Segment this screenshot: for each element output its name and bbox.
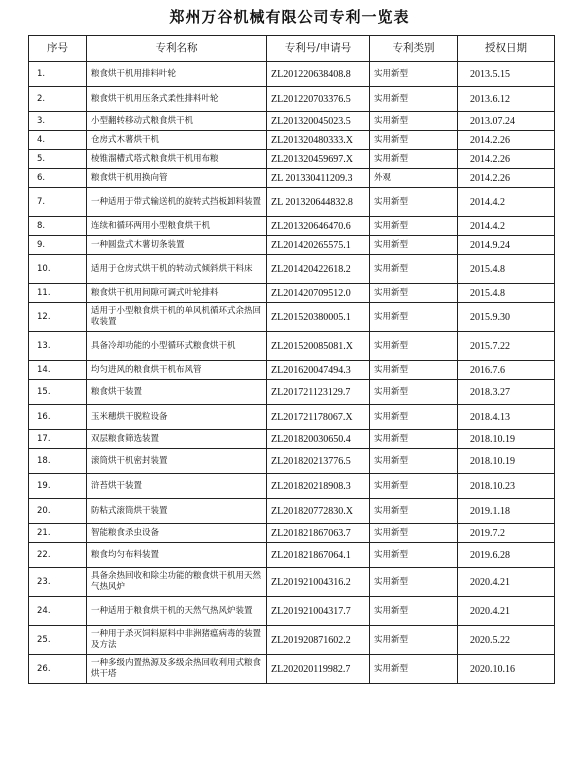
cell-no: 10. [29,255,87,284]
cell-name: 小型翻转移动式粮食烘干机 [87,112,267,131]
cell-number: ZL201520380005.1 [267,303,370,332]
cell-no: 15. [29,380,87,405]
cell-type: 实用新型 [370,655,458,684]
cell-name: 一种用于杀灭饲料原料中非洲猪瘟病毒的装置及方法 [87,626,267,655]
cell-type: 实用新型 [370,188,458,217]
cell-date: 2020.4.21 [458,568,555,597]
cell-no: 22. [29,543,87,568]
cell-number: ZL 201320644832.8 [267,188,370,217]
cell-name: 粮食均匀布料装置 [87,543,267,568]
cell-date: 2014.4.2 [458,217,555,236]
cell-no: 8. [29,217,87,236]
cell-no: 13. [29,332,87,361]
cell-type: 实用新型 [370,217,458,236]
cell-name: 仓房式木薯烘干机 [87,131,267,150]
cell-type: 实用新型 [370,112,458,131]
cell-number: ZL201921004316.2 [267,568,370,597]
document-title: 郑州万谷机械有限公司专利一览表 [169,8,410,26]
cell-no: 26. [29,655,87,684]
cell-name: 滚筒烘干机密封装置 [87,449,267,474]
table-row [29,499,555,524]
table-row [29,236,555,255]
cell-name: 一种多级内置热源及多级余热回收利用式粮食烘干塔 [87,655,267,684]
cell-no: 20. [29,499,87,524]
cell-date: 2015.4.8 [458,284,555,303]
cell-date: 2018.10.19 [458,449,555,474]
cell-number: ZL201821867064.1 [267,543,370,568]
cell-date: 2018.10.19 [458,430,555,449]
table-row [29,169,555,188]
cell-date: 2020.10.16 [458,655,555,684]
cell-date: 2013.07.24 [458,112,555,131]
cell-date: 2015.9.30 [458,303,555,332]
cell-number: ZL201920871602.2 [267,626,370,655]
table-row [29,255,555,284]
cell-type: 实用新型 [370,255,458,284]
table-row [29,449,555,474]
cell-type: 实用新型 [370,284,458,303]
header-name: 专利名称 [87,36,267,62]
cell-number: ZL201320480333.X [267,131,370,150]
cell-type: 实用新型 [370,62,458,87]
cell-name: 具备余热回收和除尘功能的粮食烘干机用天然气热风炉 [87,568,267,597]
cell-type: 实用新型 [370,499,458,524]
table-row [29,474,555,499]
cell-number: ZL201921004317.7 [267,597,370,626]
table-row [29,597,555,626]
cell-number: ZL201520085081.X [267,332,370,361]
cell-type: 实用新型 [370,131,458,150]
cell-date: 2014.4.2 [458,188,555,217]
cell-number: ZL 201330411209.3 [267,169,370,188]
cell-type: 实用新型 [370,87,458,112]
patent-table [28,35,555,684]
table-row [29,543,555,568]
cell-name: 一种适用于粮食烘干机的天然气热风炉装置 [87,597,267,626]
table-row [29,131,555,150]
header-type: 专利类别 [370,36,458,62]
table-row [29,524,555,543]
cell-no: 21. [29,524,87,543]
cell-no: 25. [29,626,87,655]
table-row [29,217,555,236]
cell-name: 粮食烘干机用换向管 [87,169,267,188]
cell-number: ZL201220638408.8 [267,62,370,87]
cell-name: 粮食烘干机用排料叶轮 [87,62,267,87]
cell-no: 6. [29,169,87,188]
cell-number: ZL201820213776.5 [267,449,370,474]
cell-number: ZL201320459697.X [267,150,370,169]
cell-no: 4. [29,131,87,150]
cell-no: 24. [29,597,87,626]
cell-number: ZL201721178067.X [267,405,370,430]
cell-date: 2018.4.13 [458,405,555,430]
cell-date: 2020.4.21 [458,597,555,626]
cell-name: 浒苔烘干装置 [87,474,267,499]
cell-type: 实用新型 [370,597,458,626]
cell-date: 2018.10.23 [458,474,555,499]
cell-type: 实用新型 [370,380,458,405]
cell-type: 实用新型 [370,449,458,474]
cell-name: 粮食烘干机用压条式柔性排料叶轮 [87,87,267,112]
cell-type: 实用新型 [370,474,458,499]
cell-number: ZL201820772830.X [267,499,370,524]
cell-number: ZL201320646470.6 [267,217,370,236]
cell-date: 2018.3.27 [458,380,555,405]
cell-no: 12. [29,303,87,332]
cell-date: 2016.7.6 [458,361,555,380]
header-date: 授权日期 [458,36,555,62]
header-no: 序号 [29,36,87,62]
cell-number: ZL202020119982.7 [267,655,370,684]
cell-no: 7. [29,188,87,217]
cell-no: 23. [29,568,87,597]
cell-date: 2013.6.12 [458,87,555,112]
cell-no: 14. [29,361,87,380]
table-row [29,361,555,380]
cell-no: 17. [29,430,87,449]
cell-date: 2014.2.26 [458,131,555,150]
cell-name: 粮食烘干装置 [87,380,267,405]
table-row [29,112,555,131]
cell-number: ZL201820030650.4 [267,430,370,449]
cell-name: 一种适用于带式输送机的旋转式挡板卸料装置 [87,188,267,217]
cell-date: 2013.5.15 [458,62,555,87]
table-row [29,188,555,217]
cell-date: 2014.2.26 [458,169,555,188]
cell-no: 18. [29,449,87,474]
cell-name: 智能粮食杀虫设备 [87,524,267,543]
table-header-row [29,36,555,62]
cell-number: ZL201821867063.7 [267,524,370,543]
header-number: 专利号/申请号 [267,36,370,62]
table-row [29,284,555,303]
cell-name: 双层粮食筛选装置 [87,430,267,449]
cell-type: 外观 [370,169,458,188]
table-row [29,405,555,430]
cell-type: 实用新型 [370,303,458,332]
cell-no: 16. [29,405,87,430]
cell-type: 实用新型 [370,405,458,430]
cell-number: ZL201620047494.3 [267,361,370,380]
cell-number: ZL201320045023.5 [267,112,370,131]
cell-no: 9. [29,236,87,255]
cell-no: 1. [29,62,87,87]
cell-name: 棱锥溜槽式塔式粮食烘干机用布粮 [87,150,267,169]
cell-date: 2014.9.24 [458,236,555,255]
cell-name: 适用于仓房式烘干机的转动式倾斜烘干料床 [87,255,267,284]
cell-type: 实用新型 [370,150,458,169]
cell-name: 连续和循环两用小型粮食烘干机 [87,217,267,236]
table-row [29,303,555,332]
cell-type: 实用新型 [370,543,458,568]
cell-name: 适用于小型粮食烘干机的单风机循环式余热回收装置 [87,303,267,332]
cell-name: 粮食烘干机用间隙可调式叶轮排料 [87,284,267,303]
cell-date: 2014.2.26 [458,150,555,169]
cell-name: 玉米穗烘干脱粒设备 [87,405,267,430]
cell-date: 2015.7.22 [458,332,555,361]
cell-type: 实用新型 [370,361,458,380]
cell-date: 2019.1.18 [458,499,555,524]
cell-no: 2. [29,87,87,112]
cell-number: ZL201220703376.5 [267,87,370,112]
table-row [29,62,555,87]
cell-date: 2015.4.8 [458,255,555,284]
table-row [29,626,555,655]
cell-type: 实用新型 [370,236,458,255]
table-row [29,655,555,684]
cell-name: 均匀进风的粮食烘干机布风管 [87,361,267,380]
table-row [29,87,555,112]
cell-number: ZL201721123129.7 [267,380,370,405]
cell-no: 19. [29,474,87,499]
cell-number: ZL201420709512.0 [267,284,370,303]
cell-date: 2019.6.28 [458,543,555,568]
table-row [29,332,555,361]
cell-type: 实用新型 [370,626,458,655]
cell-type: 实用新型 [370,524,458,543]
cell-type: 实用新型 [370,332,458,361]
cell-type: 实用新型 [370,568,458,597]
cell-type: 实用新型 [370,430,458,449]
cell-number: ZL201420422618.2 [267,255,370,284]
cell-name: 具备冷却功能的小型循环式粮食烘干机 [87,332,267,361]
cell-number: ZL201420265575.1 [267,236,370,255]
table-row [29,568,555,597]
cell-no: 11. [29,284,87,303]
cell-date: 2019.7.2 [458,524,555,543]
table-row [29,380,555,405]
cell-date: 2020.5.22 [458,626,555,655]
cell-name: 一种圆盘式木薯切条装置 [87,236,267,255]
table-row [29,150,555,169]
cell-name: 防粘式滚筒烘干装置 [87,499,267,524]
cell-number: ZL201820218908.3 [267,474,370,499]
cell-no: 5. [29,150,87,169]
table-row [29,430,555,449]
cell-no: 3. [29,112,87,131]
